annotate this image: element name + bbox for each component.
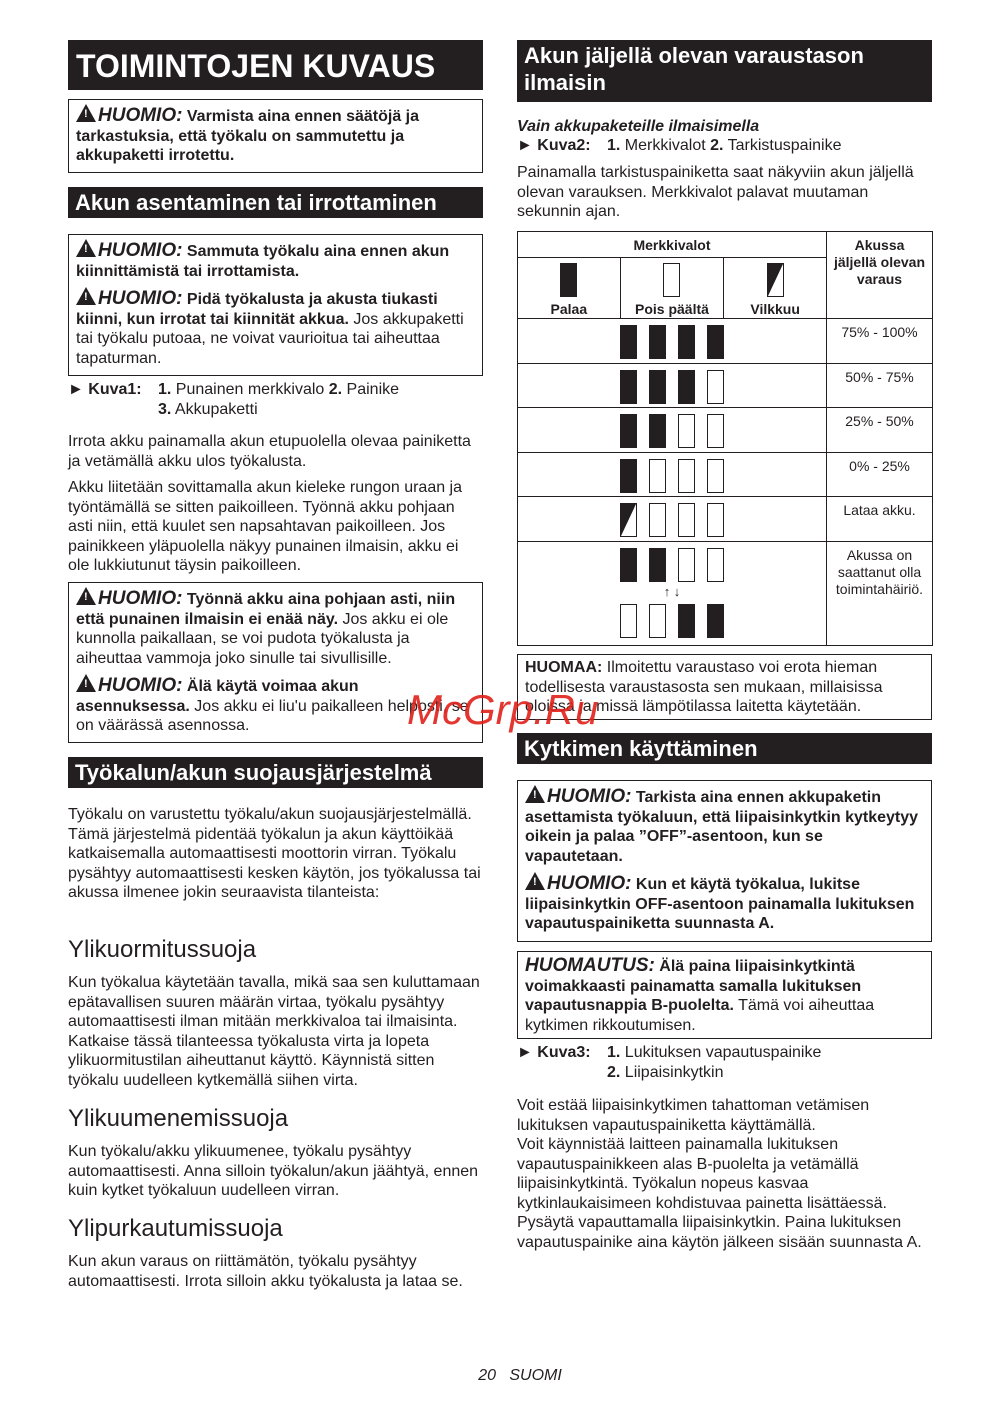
caution-text: Pidä työkalusta ja akusta tiukasti kiinni, kun irrotat tai kiinnität akkua. — [76, 291, 438, 328]
caution-text: Jos akkupaketti tai työkalu putoaa, ne voivat vaurioitua tai aiheuttaa tapaturman. — [76, 310, 464, 367]
led-on-icon — [620, 414, 637, 448]
charge-level: Akussa on saattanut olla toimintahäiriö. — [827, 541, 933, 645]
caution-label: HUOMIO: — [98, 288, 183, 309]
notice-box — [517, 951, 932, 1039]
legend-blink — [724, 258, 827, 319]
led-off-icon — [707, 503, 724, 537]
paragraph: Kun työkalua käytetään tavalla, mikä saa sen kuluttamaan epätavallisen suuren määrän virtaa, työkalu pysähtyy automaattisesti ilman mitään merkkivaloa tai ilmaisinta. Katkaise tässä tilanteessa työkalusta virta ja lopeta ylikuormitustilan aiheuttanut käyttö. Käynnistä sitten työkalu uudelleen kytkemällä siihen virta. — [68, 974, 480, 1089]
caution-label: HUOMIO: — [98, 675, 183, 696]
figure-label: ► Kuva3: — [517, 1044, 591, 1061]
figure-label: ► Kuva2: — [517, 137, 591, 154]
subheading: Ylikuormitussuoja — [68, 936, 257, 963]
led-off-icon — [707, 370, 724, 404]
table-row — [518, 452, 933, 497]
alternating-arrows-icon: ↑ ↓ — [663, 583, 681, 599]
subheading: Ylikuumenemissuoja — [68, 1105, 289, 1132]
notice-label: HUOMAUTUS: — [525, 955, 655, 976]
notice-text: Älä paina liipaisinkytkintä voimakkaasti painamatta samalla lukituksen vapautusnappia B-puolelta. — [525, 958, 862, 1014]
caution-text: Sammuta työkalu aina ennen akun kiinnittämistä tai irrottamista. — [76, 243, 450, 280]
section-heading: Kytkimen käyttäminen — [517, 733, 932, 764]
table-row — [518, 363, 933, 408]
notice-text: Tämä voi aiheuttaa kytkimen rikkoutumisen. — [525, 997, 875, 1034]
led-on-icon — [560, 263, 577, 297]
led-off-icon — [707, 414, 724, 448]
led-on-icon — [649, 414, 666, 448]
table-row — [518, 541, 933, 645]
legend-off — [620, 258, 724, 319]
led-on-icon — [620, 459, 637, 493]
led-off-icon — [663, 263, 680, 297]
language-label: SUOMI — [509, 1367, 562, 1384]
legend-label: Palaa — [550, 301, 588, 317]
subheading: Ylipurkautumissuoja — [68, 1215, 283, 1242]
charge-level: 75% - 100% — [827, 319, 933, 364]
battery-indicator-table — [517, 231, 933, 646]
led-on-icon — [707, 604, 724, 638]
caution-text: Varmista aina ennen säätöjä ja tarkastuksia, että työkalu on sammutettu ja akkupaketti irrotettu. — [76, 108, 419, 164]
led-off-icon — [678, 459, 695, 493]
led-off-icon — [649, 459, 666, 493]
led-on-icon — [707, 325, 724, 359]
led-off-icon — [707, 459, 724, 493]
header-charge: Akussa jäljellä olevan varaus — [827, 232, 933, 319]
caution-box — [68, 99, 483, 173]
caution-text: Tarkista aina ennen akkupaketin asettamista työkaluun, että liipaisinkytkin kytkeytyy oikein ja palaa ”OFF”-asentoon, kun se vapautetaan. — [525, 789, 919, 865]
note-text: Ilmoitettu varaustaso voi erota hieman todellisesta varaustasosta sen mukaan, millaisissa oloissa ja missä lämpötilassa laitetta käytetään. — [525, 659, 883, 715]
led-on-icon — [649, 370, 666, 404]
charge-level: 0% - 25% — [827, 452, 933, 497]
led-pattern — [518, 319, 827, 364]
caution-box — [517, 780, 932, 942]
paragraph: Voit estää liipaisinkytkimen tahattoman vetämisen lukituksen vapautuspainiketta käyttämällä. — [517, 1097, 870, 1134]
page-title: TOIMINTOJEN KUVAUS — [68, 40, 483, 90]
paragraph: Painamalla tarkistuspainiketta saat näkyviin akun jäljellä olevan varauksen. Merkkivalot palavat muutaman sekunnin ajan. — [517, 164, 914, 220]
led-on-icon — [649, 325, 666, 359]
header-lights: Merkkivalot — [518, 232, 827, 258]
led-on-icon — [678, 325, 695, 359]
figure-reference — [68, 380, 483, 419]
watermark: McGrp.Ru — [407, 686, 599, 733]
led-pattern — [518, 408, 827, 453]
warning-icon — [76, 587, 96, 605]
led-off-icon — [678, 503, 695, 537]
figure-reference — [517, 1043, 932, 1082]
charge-level: Lataa akku. — [827, 497, 933, 542]
led-on-icon — [620, 548, 637, 582]
figure-caption: 1. Lukituksen vapautuspainike 2. Liipaisinkytkin — [607, 1044, 822, 1081]
led-off-icon — [649, 604, 666, 638]
section-heading: Työkalun/akun suojausjärjestelmä — [68, 757, 483, 788]
caution-label: HUOMIO: — [547, 786, 632, 807]
table-row — [518, 408, 933, 453]
caution-label: HUOMIO: — [98, 588, 183, 609]
legend-label: Pois päältä — [635, 301, 709, 317]
caution-box — [68, 234, 483, 376]
warning-icon — [525, 785, 545, 803]
legend-on — [518, 258, 621, 319]
led-pattern — [518, 363, 827, 408]
page-number: 20 — [478, 1367, 496, 1384]
legend-label: Vilkkuu — [750, 301, 800, 317]
warning-icon — [76, 674, 96, 692]
paragraph: Irrota akku painamalla akun etupuolella olevaa painiketta ja vetämällä akku ulos työkalusta. — [68, 433, 471, 470]
led-blink-icon — [620, 503, 637, 537]
led-on-icon — [620, 370, 637, 404]
warning-icon — [525, 872, 545, 890]
led-pattern — [518, 541, 827, 645]
caution-label: HUOMIO: — [98, 240, 183, 261]
led-on-icon — [678, 370, 695, 404]
led-on-icon — [620, 325, 637, 359]
warning-icon — [76, 104, 96, 122]
warning-icon — [76, 287, 96, 305]
table-row — [518, 319, 933, 364]
led-on-icon — [649, 548, 666, 582]
paragraph: Työkalu on varustettu työkalu/akun suojausjärjestelmällä. Tämä järjestelmä pidentää työkalun ja akun käyttöikää katkaisemalla automaattisesti moottorin virran. Työkalu pysähtyy automaattisesti kesken käytön, jos työkalussa tai akussa ilmenee jokin seuraavista tilanteista: — [68, 806, 481, 901]
table-row — [518, 497, 933, 542]
led-off-icon — [678, 414, 695, 448]
led-off-icon — [707, 548, 724, 582]
caution-text: Jos akku ei liu'u paikalleen helposti, se on väärässä asennossa. — [76, 697, 469, 734]
charge-level: 50% - 75% — [827, 363, 933, 408]
caution-text: Työnnä akku aina pohjaan asti, niin että punainen ilmaisin ei enää näy. — [76, 591, 456, 628]
paragraph: Voit käynnistää laitteen painamalla lukituksen vapautuspainikkeen alas B-puolelta ja vetämällä liipaisinkytkintä. Työkalun nopeus kasvaa kytkinlaukaisimeen kohdistuvaa painetta lisättäessä. Pysäytä vapauttamalla liipaisinkytkin. Paina lukituksen vapautuspainike aina käytön jälkeen sisään suunnasta A. — [517, 1136, 922, 1251]
section-heading: Akun jäljellä olevan varaustason ilmaisin — [517, 40, 932, 102]
led-pattern — [518, 497, 827, 542]
figure-label: ► Kuva1: — [68, 381, 142, 398]
note-label: HUOMAA: — [525, 659, 603, 676]
led-on-icon — [678, 604, 695, 638]
paragraph: Kun akun varaus on riittämätön, työkalu pysähtyy automaattisesti. Irrota silloin akku työkalusta ja lataa se. — [68, 1253, 463, 1290]
led-off-icon — [620, 604, 637, 638]
subtitle: Vain akkupaketeille ilmaisimella — [517, 118, 760, 135]
caution-text: Kun et käytä työkalua, lukitse liipaisinkytkin OFF-asentoon painamalla lukituksen vapautuspainiketta suunnasta A. — [525, 876, 915, 932]
led-off-icon — [678, 548, 695, 582]
caution-text: Jos akku ei ole kunnolla paikallaan, se voi pudota työkalusta ja aiheuttaa vammoja joko sinulle tai sivullisille. — [76, 610, 449, 667]
caution-label: HUOMIO: — [547, 873, 632, 894]
led-pattern — [518, 452, 827, 497]
figure-caption: 1. Merkkivalot 2. Tarkistuspainike — [607, 137, 842, 154]
paragraph: Akku liitetään sovittamalla akun kieleke rungon uraan ja työntämällä se sitten paikoilleen. Työnnä akku pohjaan asti niin, että kuulet sen napsahtavan paikoilleen. Jos painikkeen yläpuolella näkyy punainen ilmaisin, akku ei ole lukkiutunut täysin paikoilleen. — [68, 479, 463, 574]
caution-text: Älä käytä voimaa akun asennuksessa. — [76, 678, 359, 715]
led-blink-icon — [767, 263, 784, 297]
caution-label: HUOMIO: — [98, 105, 183, 126]
warning-icon — [76, 239, 96, 257]
led-off-icon — [649, 503, 666, 537]
page-footer — [0, 1367, 1000, 1385]
paragraph: Kun työkalu/akku ylikuumenee, työkalu pysähtyy automaattisesti. Anna silloin työkalun/akun jäähtyä, ennen kuin kytket työkaluun uudelleen virran. — [68, 1143, 479, 1199]
section-heading: Akun asentaminen tai irrottaminen — [68, 187, 483, 218]
figure-reference — [517, 136, 932, 156]
charge-level: 25% - 50% — [827, 408, 933, 453]
figure-caption: 1. Punainen merkkivalo 2. Painike 3. Akkupaketti — [158, 381, 400, 418]
